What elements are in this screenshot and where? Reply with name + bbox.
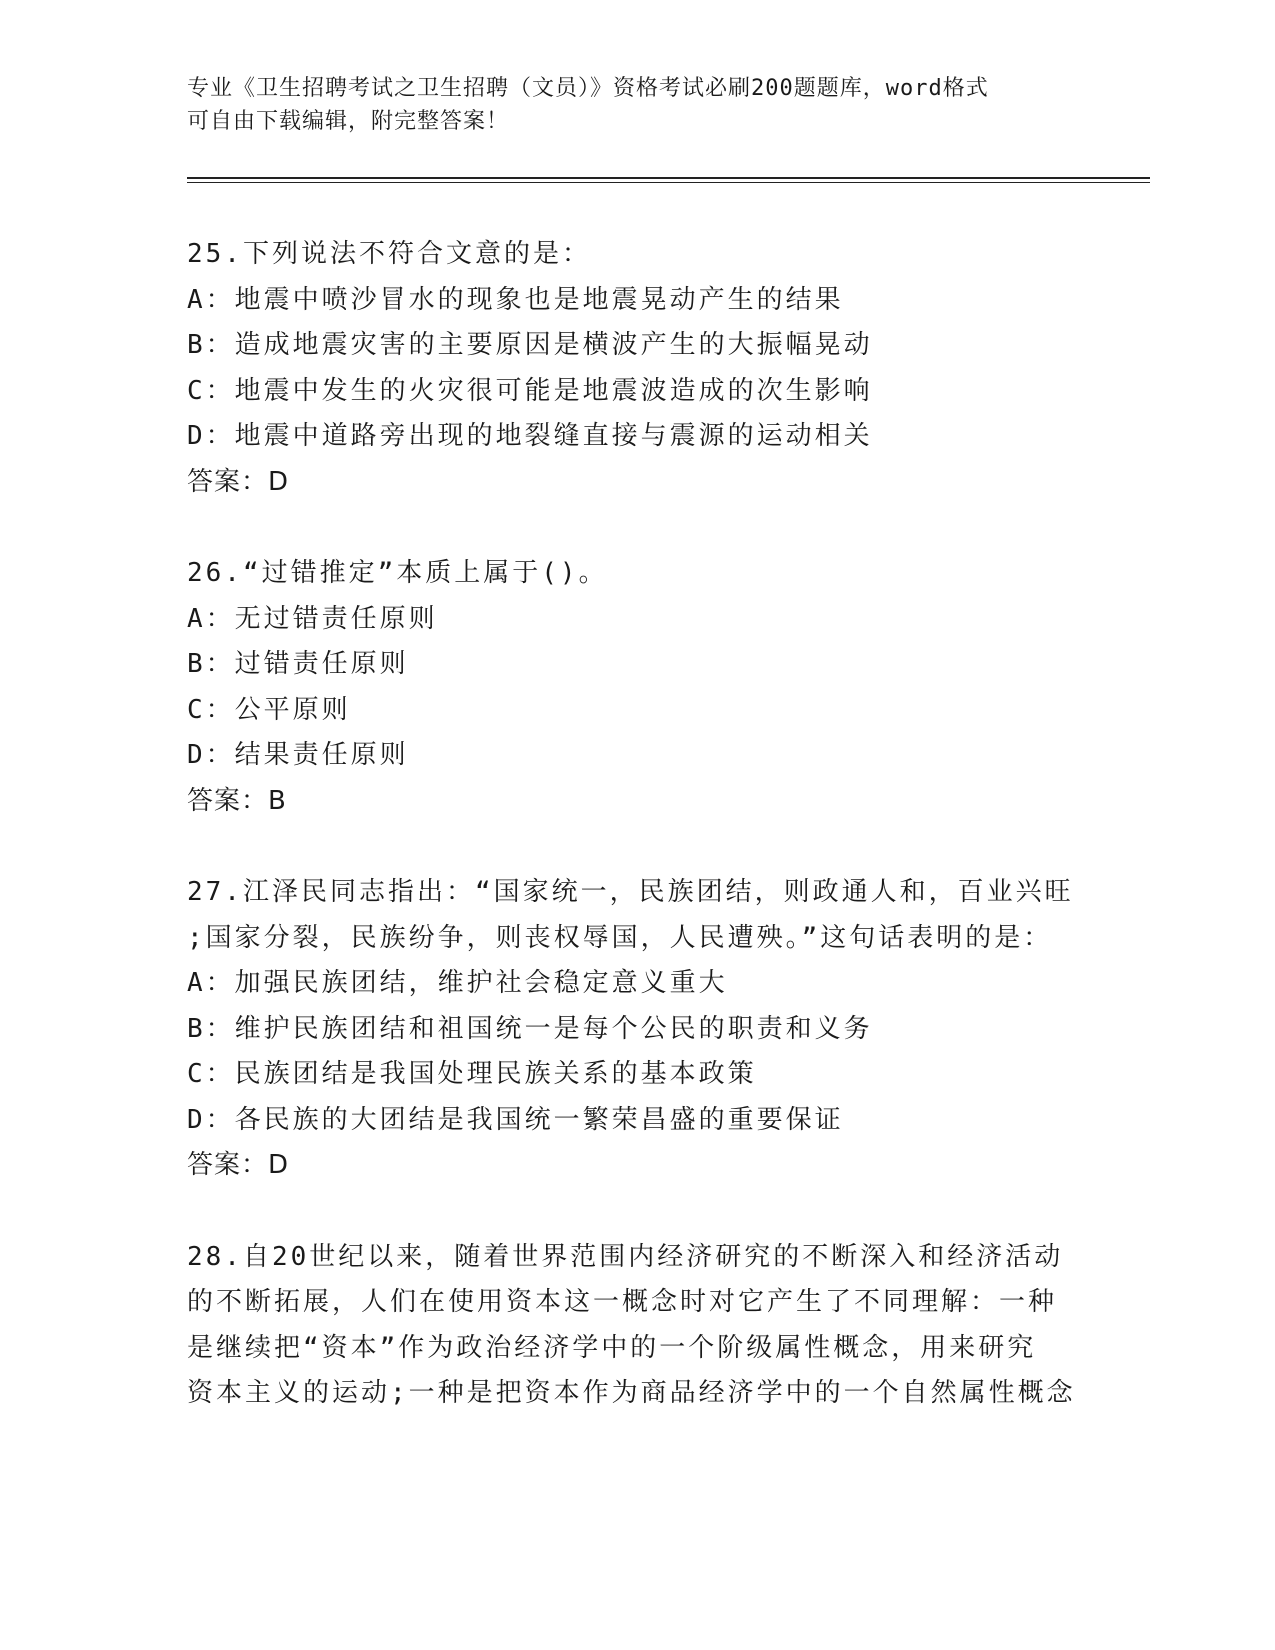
option-b: B：造成地震灾害的主要原因是横波产生的大振幅晃动 — [187, 330, 873, 360]
header-divider-thick — [187, 177, 1150, 179]
option-c: C：公平原则 — [187, 694, 351, 725]
option-c: C：地震中发生的火灾很可能是地震波造成的次生影响 — [187, 375, 873, 406]
option-d: D：各民族的大团结是我国统一繁荣昌盛的重要保证 — [187, 1104, 844, 1135]
document-header — [187, 72, 1067, 138]
question-list — [187, 232, 1087, 1463]
option-a: A：地震中喷沙冒水的现象也是地震晃动产生的结果 — [187, 284, 844, 315]
answer-label: 答案：D — [187, 1150, 290, 1180]
question-stem-line-3: 是继续把“资本”作为政治经济学中的一个阶级属性概念，用来研究 — [187, 1332, 1037, 1363]
question-stem-line-4: 资本主义的运动;一种是把资本作为商品经济学中的一个自然属性概念 — [187, 1378, 1076, 1408]
header-line-2: 可自由下载编辑，附完整答案！ — [187, 109, 510, 134]
option-a: A：无过错责任原则 — [187, 603, 438, 634]
question-stem: 25.下列说法不符合文意的是： — [187, 239, 591, 269]
question-stem-line-2: ;国家分裂，民族纷争，则丧权辱国，人民遭殃。”这句话表明的是： — [187, 922, 1053, 953]
option-d: D：地震中道路旁出现的地裂缝直接与震源的运动相关 — [187, 421, 873, 451]
question-stem-line-2: 的不断拓展，人们在使用资本这一概念时对它产生了不同理解：一种 — [187, 1287, 1058, 1317]
question-27 — [187, 870, 1087, 1189]
question-26 — [187, 551, 1087, 824]
header-divider-thin — [187, 182, 1150, 183]
option-a: A：加强民族团结，维护社会稳定意义重大 — [187, 968, 728, 998]
question-stem-line-1: 28.自20世纪以来，随着世界范围内经济研究的不断深入和经济活动 — [187, 1241, 1064, 1272]
question-stem-line-1: 27.江泽民同志指出：“国家统一，民族团结，则政通人和，百业兴旺 — [187, 877, 1074, 907]
header-line-1: 专业《卫生招聘考试之卫生招聘（文员）》资格考试必刷200题题库，word格式 — [187, 76, 989, 101]
option-c: C：民族团结是我国处理民族关系的基本政策 — [187, 1059, 757, 1089]
question-28 — [187, 1235, 1087, 1417]
option-b: B：维护民族团结和祖国统一是每个公民的职责和义务 — [187, 1013, 873, 1044]
option-d: D：结果责任原则 — [187, 740, 409, 770]
question-stem: 26.“过错推定”本质上属于()。 — [187, 558, 608, 588]
option-b: B：过错责任原则 — [187, 649, 409, 679]
question-25 — [187, 232, 1087, 505]
answer-label: 答案：D — [187, 466, 290, 497]
answer-label: 答案：B — [187, 785, 287, 816]
